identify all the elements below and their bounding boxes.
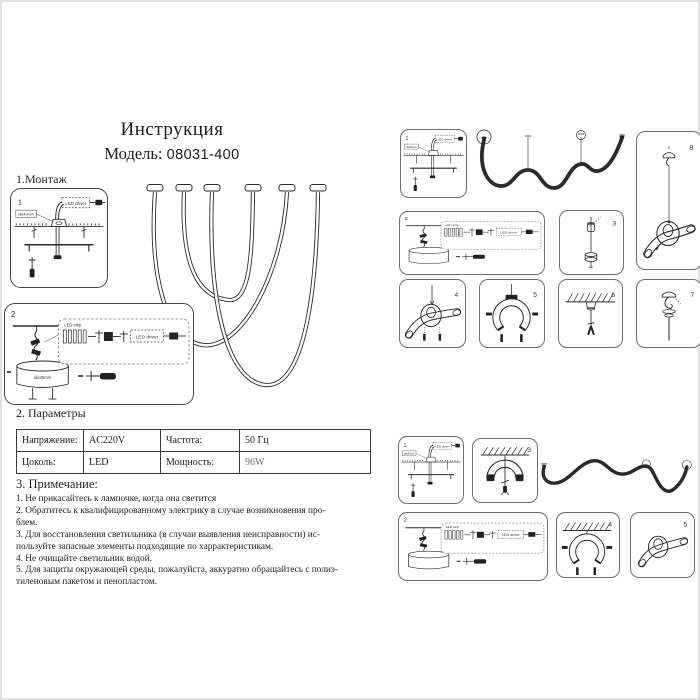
install2-step4-panel — [556, 512, 620, 578]
svg-text:8: 8 — [689, 143, 694, 153]
install2-step1-panel — [398, 436, 464, 504]
svg-text:dia40mm: dia40mm — [34, 374, 52, 381]
install-step3-panel — [559, 210, 624, 275]
install-step7-panel — [636, 279, 700, 348]
canopy — [51, 219, 66, 226]
install2-step2-panel — [398, 512, 548, 581]
diameter-label — [16, 210, 53, 222]
led-driver-box — [62, 198, 105, 208]
table-row — [17, 452, 371, 474]
montage-step2-panel — [4, 303, 194, 405]
ring-clamp-diagram — [400, 280, 465, 347]
led-strip-label: LED strip — [64, 322, 82, 328]
led-driver-label: LED driver — [135, 335, 159, 341]
svg-text:1: 1 — [405, 135, 409, 143]
param-value: 96W — [240, 452, 371, 474]
svg-text:1: 1 — [403, 442, 407, 449]
svg-text:LED strip: LED strip — [445, 223, 459, 227]
hook-diagram — [637, 280, 700, 347]
wiring-inset — [58, 319, 189, 364]
section-montage-heading: 1.Монтаж — [16, 172, 67, 186]
ceiling-canopies — [147, 185, 326, 192]
notes-list — [16, 494, 364, 589]
svg-text:LED driver: LED driver — [501, 533, 520, 538]
svg-text:2: 2 — [403, 518, 408, 524]
tube-in-ring-diagram — [631, 513, 694, 577]
wiring-diagram — [399, 513, 547, 580]
install-step8-panel — [636, 131, 700, 270]
montage-step1-panel — [10, 188, 108, 288]
svg-text:5: 5 — [683, 521, 688, 529]
arch-tube-diagram — [473, 439, 537, 502]
ceiling-c-ring-diagram — [557, 513, 619, 577]
model-line — [57, 144, 287, 165]
section-notes-heading: 3. Примечание: — [16, 477, 98, 491]
note-line: 2. Обратитесь к квалифицированному электрику в случае возникновения про- — [16, 505, 326, 516]
mount-diagram — [11, 189, 107, 287]
svg-text:dia40mm: dia40mm — [18, 212, 34, 217]
ceiling-bracket — [13, 326, 62, 360]
svg-text:3: 3 — [527, 447, 532, 455]
ceiling-anchor-diagram — [559, 280, 622, 347]
svg-text:4: 4 — [454, 292, 459, 300]
param-label: Мощность: — [161, 452, 240, 474]
svg-text:4: 4 — [608, 521, 613, 529]
svg-text:dia40mm: dia40mm — [406, 145, 417, 149]
note-line: 1. Не прикасайтесь к лампочке, когда она светится — [16, 494, 217, 504]
model-label: Модель: — [104, 143, 163, 163]
plug-icon — [169, 333, 178, 340]
install2-step5-panel — [630, 512, 695, 578]
wavy-tube-drawing — [470, 124, 632, 204]
svg-text:7: 7 — [690, 292, 695, 300]
cables — [56, 202, 65, 220]
param-label: Напряжение: — [17, 430, 84, 452]
mount-bracket — [24, 226, 93, 259]
note-line: 5. Для защиты окружающей среды, пожалуйста, аккуратно обращайтесь с полиэ- — [16, 565, 338, 576]
install2-step3-panel — [472, 438, 538, 503]
param-label: Цоколь: — [17, 452, 84, 474]
wiring-diagram — [5, 304, 193, 404]
install-step5-panel — [479, 279, 545, 348]
svg-text:LED driver: LED driver — [65, 200, 87, 206]
param-label: Частота: — [161, 430, 240, 452]
doc-title: Инструкция — [120, 119, 224, 140]
hanging-tube-diagram — [637, 132, 700, 269]
screwdriver-icon — [29, 257, 36, 277]
mount-diagram — [399, 437, 463, 503]
svg-text:LED driver: LED driver — [435, 444, 450, 449]
canopy-cup — [7, 361, 68, 399]
svg-text:5: 5 — [533, 291, 537, 299]
suspension-wire-diagram — [560, 211, 623, 274]
svg-text:dia40mm: dia40mm — [403, 452, 415, 456]
parameters-table — [16, 429, 371, 474]
section-params-heading: 2. Параметры — [16, 406, 86, 420]
svg-text:2: 2 — [404, 216, 408, 222]
svg-text:LED strip: LED strip — [445, 525, 460, 529]
param-value: 50 Гц — [240, 430, 371, 452]
install-step6-panel — [558, 279, 623, 348]
step-number: 2 — [10, 309, 16, 320]
param-value: AC220V — [84, 430, 161, 452]
note-line: пользуйте запасные элементы подходящие по харрактеристикам. — [16, 541, 274, 552]
note-line: тиленовым пакетом и пенопластом. — [16, 577, 157, 588]
svg-text:LED driver: LED driver — [437, 137, 452, 142]
c-ring-diagram — [480, 280, 544, 347]
install-step2-panel — [399, 211, 545, 275]
model-number: 08031-400 — [166, 146, 240, 163]
note-line: блем. — [16, 517, 38, 528]
install-step1-panel — [400, 129, 467, 198]
param-value: LED — [84, 452, 161, 474]
note-line: 4. Не очищайте светильник водой. — [16, 553, 152, 564]
svg-text:3: 3 — [612, 220, 617, 228]
page-title — [57, 118, 287, 164]
wavy-cord-drawing — [538, 440, 700, 500]
svg-text:6: 6 — [611, 292, 616, 300]
svg-text:LED driver: LED driver — [500, 230, 518, 235]
table-row — [17, 430, 371, 452]
install-step4-panel — [399, 279, 466, 348]
screwdriver-icon — [78, 371, 116, 381]
note-line: 3. Для восстановления светильника (в случаи выявления неисправности) ис- — [16, 529, 320, 540]
mount-diagram — [401, 130, 466, 197]
wiring-diagram — [400, 212, 544, 274]
step-number: 1 — [17, 197, 23, 207]
connector-icon — [104, 332, 113, 341]
